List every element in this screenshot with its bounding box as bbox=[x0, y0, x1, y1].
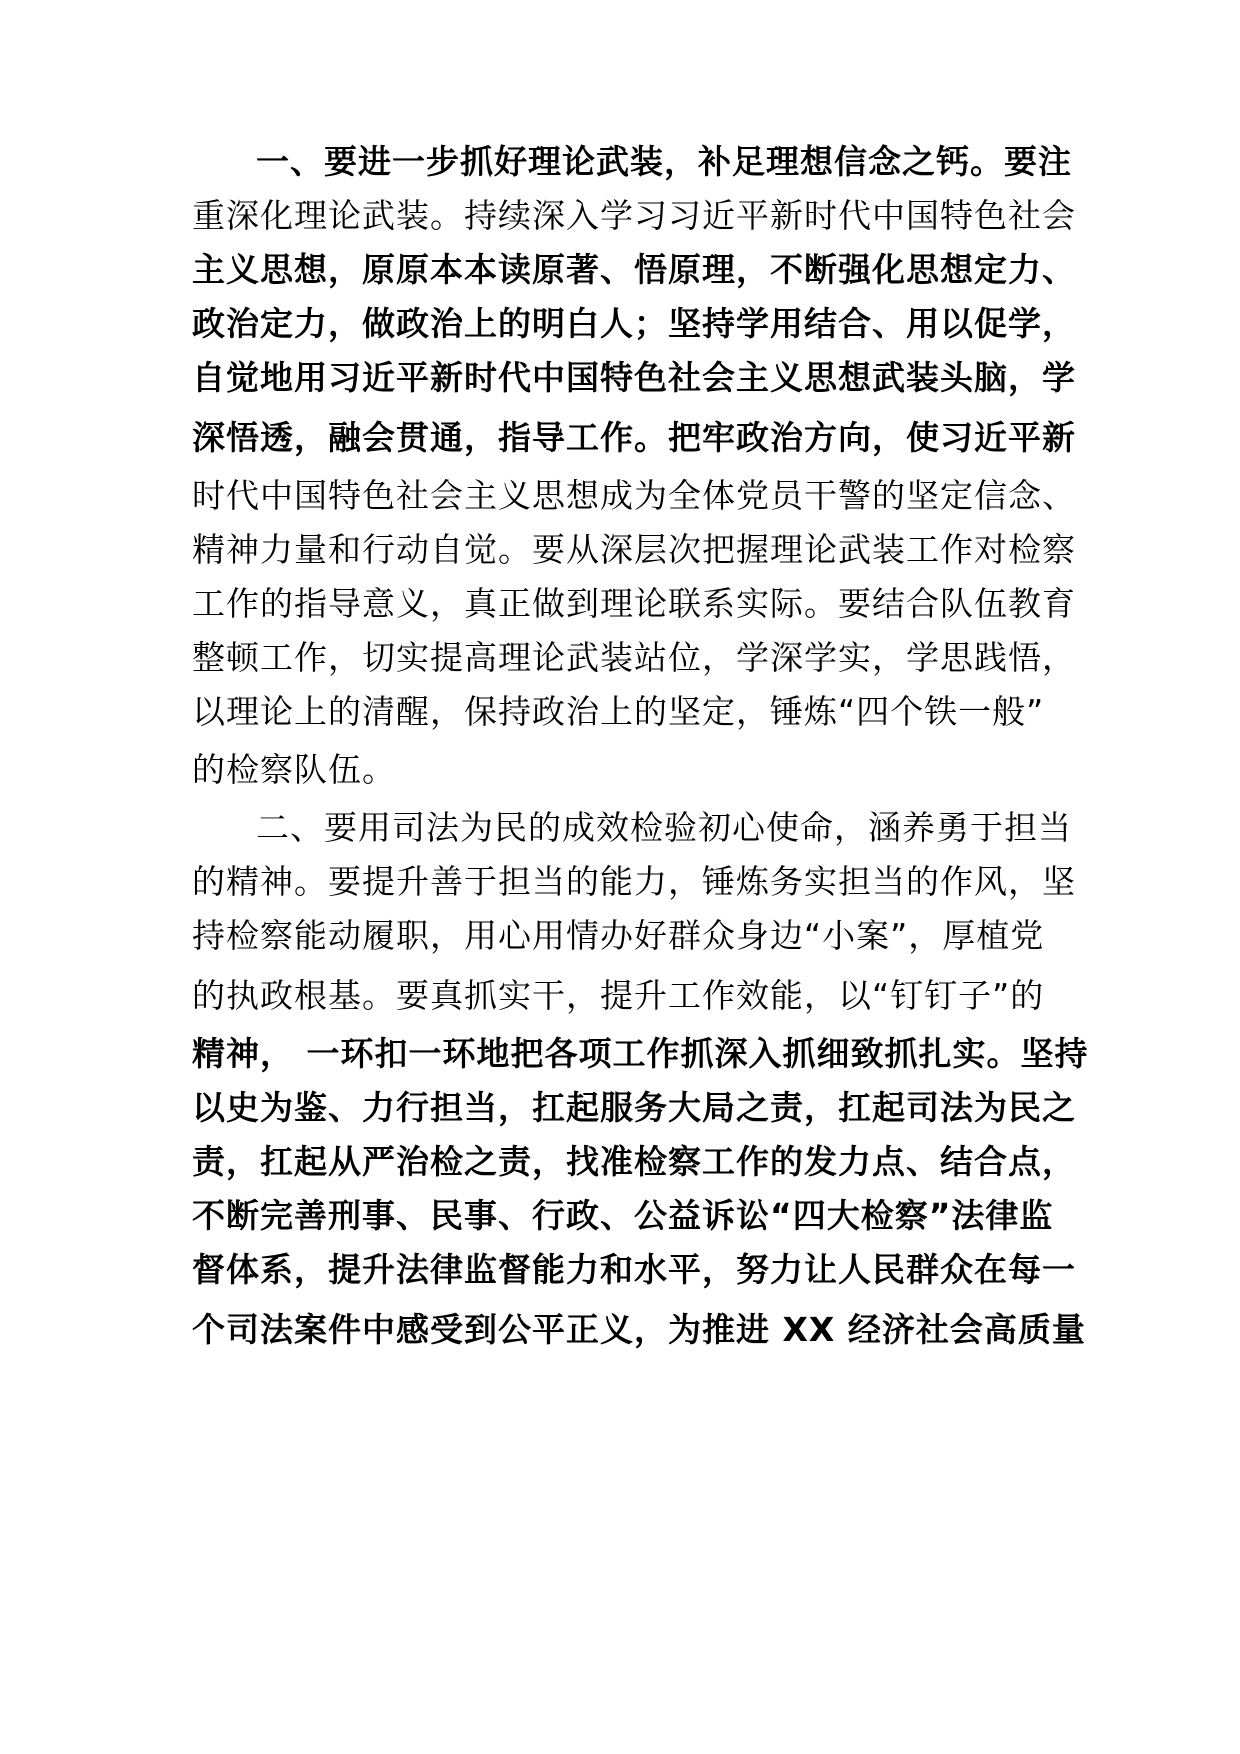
paragraph-2-line-8: 不断完善刑事、民事、行政、公益诉讼“四大检察”法律监 bbox=[192, 1196, 1054, 1235]
paragraph-1-line-7: 时代中国特色社会主义思想成为全体党员干警的坚定信念、 bbox=[192, 476, 1076, 515]
paragraph-2-line-7: 责，扛起从严治检之责，找准检察工作的发力点、结合点， bbox=[192, 1142, 1076, 1181]
paragraph-1-line-2: 重深化理论武装。持续深入学习习近平新时代中国特色社会 bbox=[192, 196, 1076, 235]
paragraph-1-line-6: 深悟透，融会贯通，指导工作。把牢政治方向，使习近平新 bbox=[192, 418, 1076, 457]
paragraph-2-line-6: 以史为鉴、力行担当，扛起服务大局之责，扛起司法为民之 bbox=[192, 1088, 1076, 1127]
paragraph-1-line-5: 自觉地用习近平新时代中国特色社会主义思想武装头脑，学 bbox=[192, 358, 1076, 397]
paragraph-1-line-8: 精神力量和行动自觉。要从深层次把握理论武装工作对检察 bbox=[192, 530, 1076, 569]
paragraph-2-line-2: 的精神。要提升善于担当的能力，锤炼务实担当的作风，坚 bbox=[192, 862, 1076, 901]
paragraph-1-line-1: 一、要进一步抓好理论武装，补足理想信念之钙。要注 bbox=[256, 142, 1072, 181]
paragraph-2-line-9: 督体系，提升法律监督能力和水平，努力让人民群众在每一 bbox=[192, 1250, 1076, 1289]
paragraph-2-line-5: 精神， 一环扣一环地把各项工作抓深入抓细致抓扎实。坚持 bbox=[192, 1034, 1089, 1073]
paragraph-2-line-1: 二、要用司法为民的成效检验初心使命，涵养勇于担当 bbox=[256, 808, 1072, 847]
paragraph-1-line-9: 工作的指导意义，真正做到理论联系实际。要结合队伍教育 bbox=[192, 584, 1076, 623]
paragraph-1-line-4: 政治定力，做政治上的明白人；坚持学用结合、用以促学， bbox=[192, 304, 1076, 343]
paragraph-2-line-3: 持检察能动履职，用心用情办好群众身边“小案”，厚植党 bbox=[192, 916, 1045, 955]
paragraph-1-line-12: 的检察队伍。 bbox=[192, 750, 396, 789]
paragraph-1-line-11: 以理论上的清醒，保持政治上的坚定，锤炼“四个铁一般” bbox=[192, 692, 1045, 731]
paragraph-1-line-10: 整顿工作，切实提高理论武装站位，学深学实，学思践悟， bbox=[192, 638, 1076, 677]
paragraph-2-line-10: 个司法案件中感受到公平正义，为推进 XX 经济社会高质量 bbox=[192, 1310, 1086, 1349]
paragraph-1-line-3: 主义思想，原原本本读原著、悟原理，不断强化思想定力、 bbox=[192, 250, 1076, 289]
paragraph-2-line-4: 的执政根基。要真抓实干，提升工作效能，以“钉钉子”的 bbox=[192, 976, 1045, 1015]
